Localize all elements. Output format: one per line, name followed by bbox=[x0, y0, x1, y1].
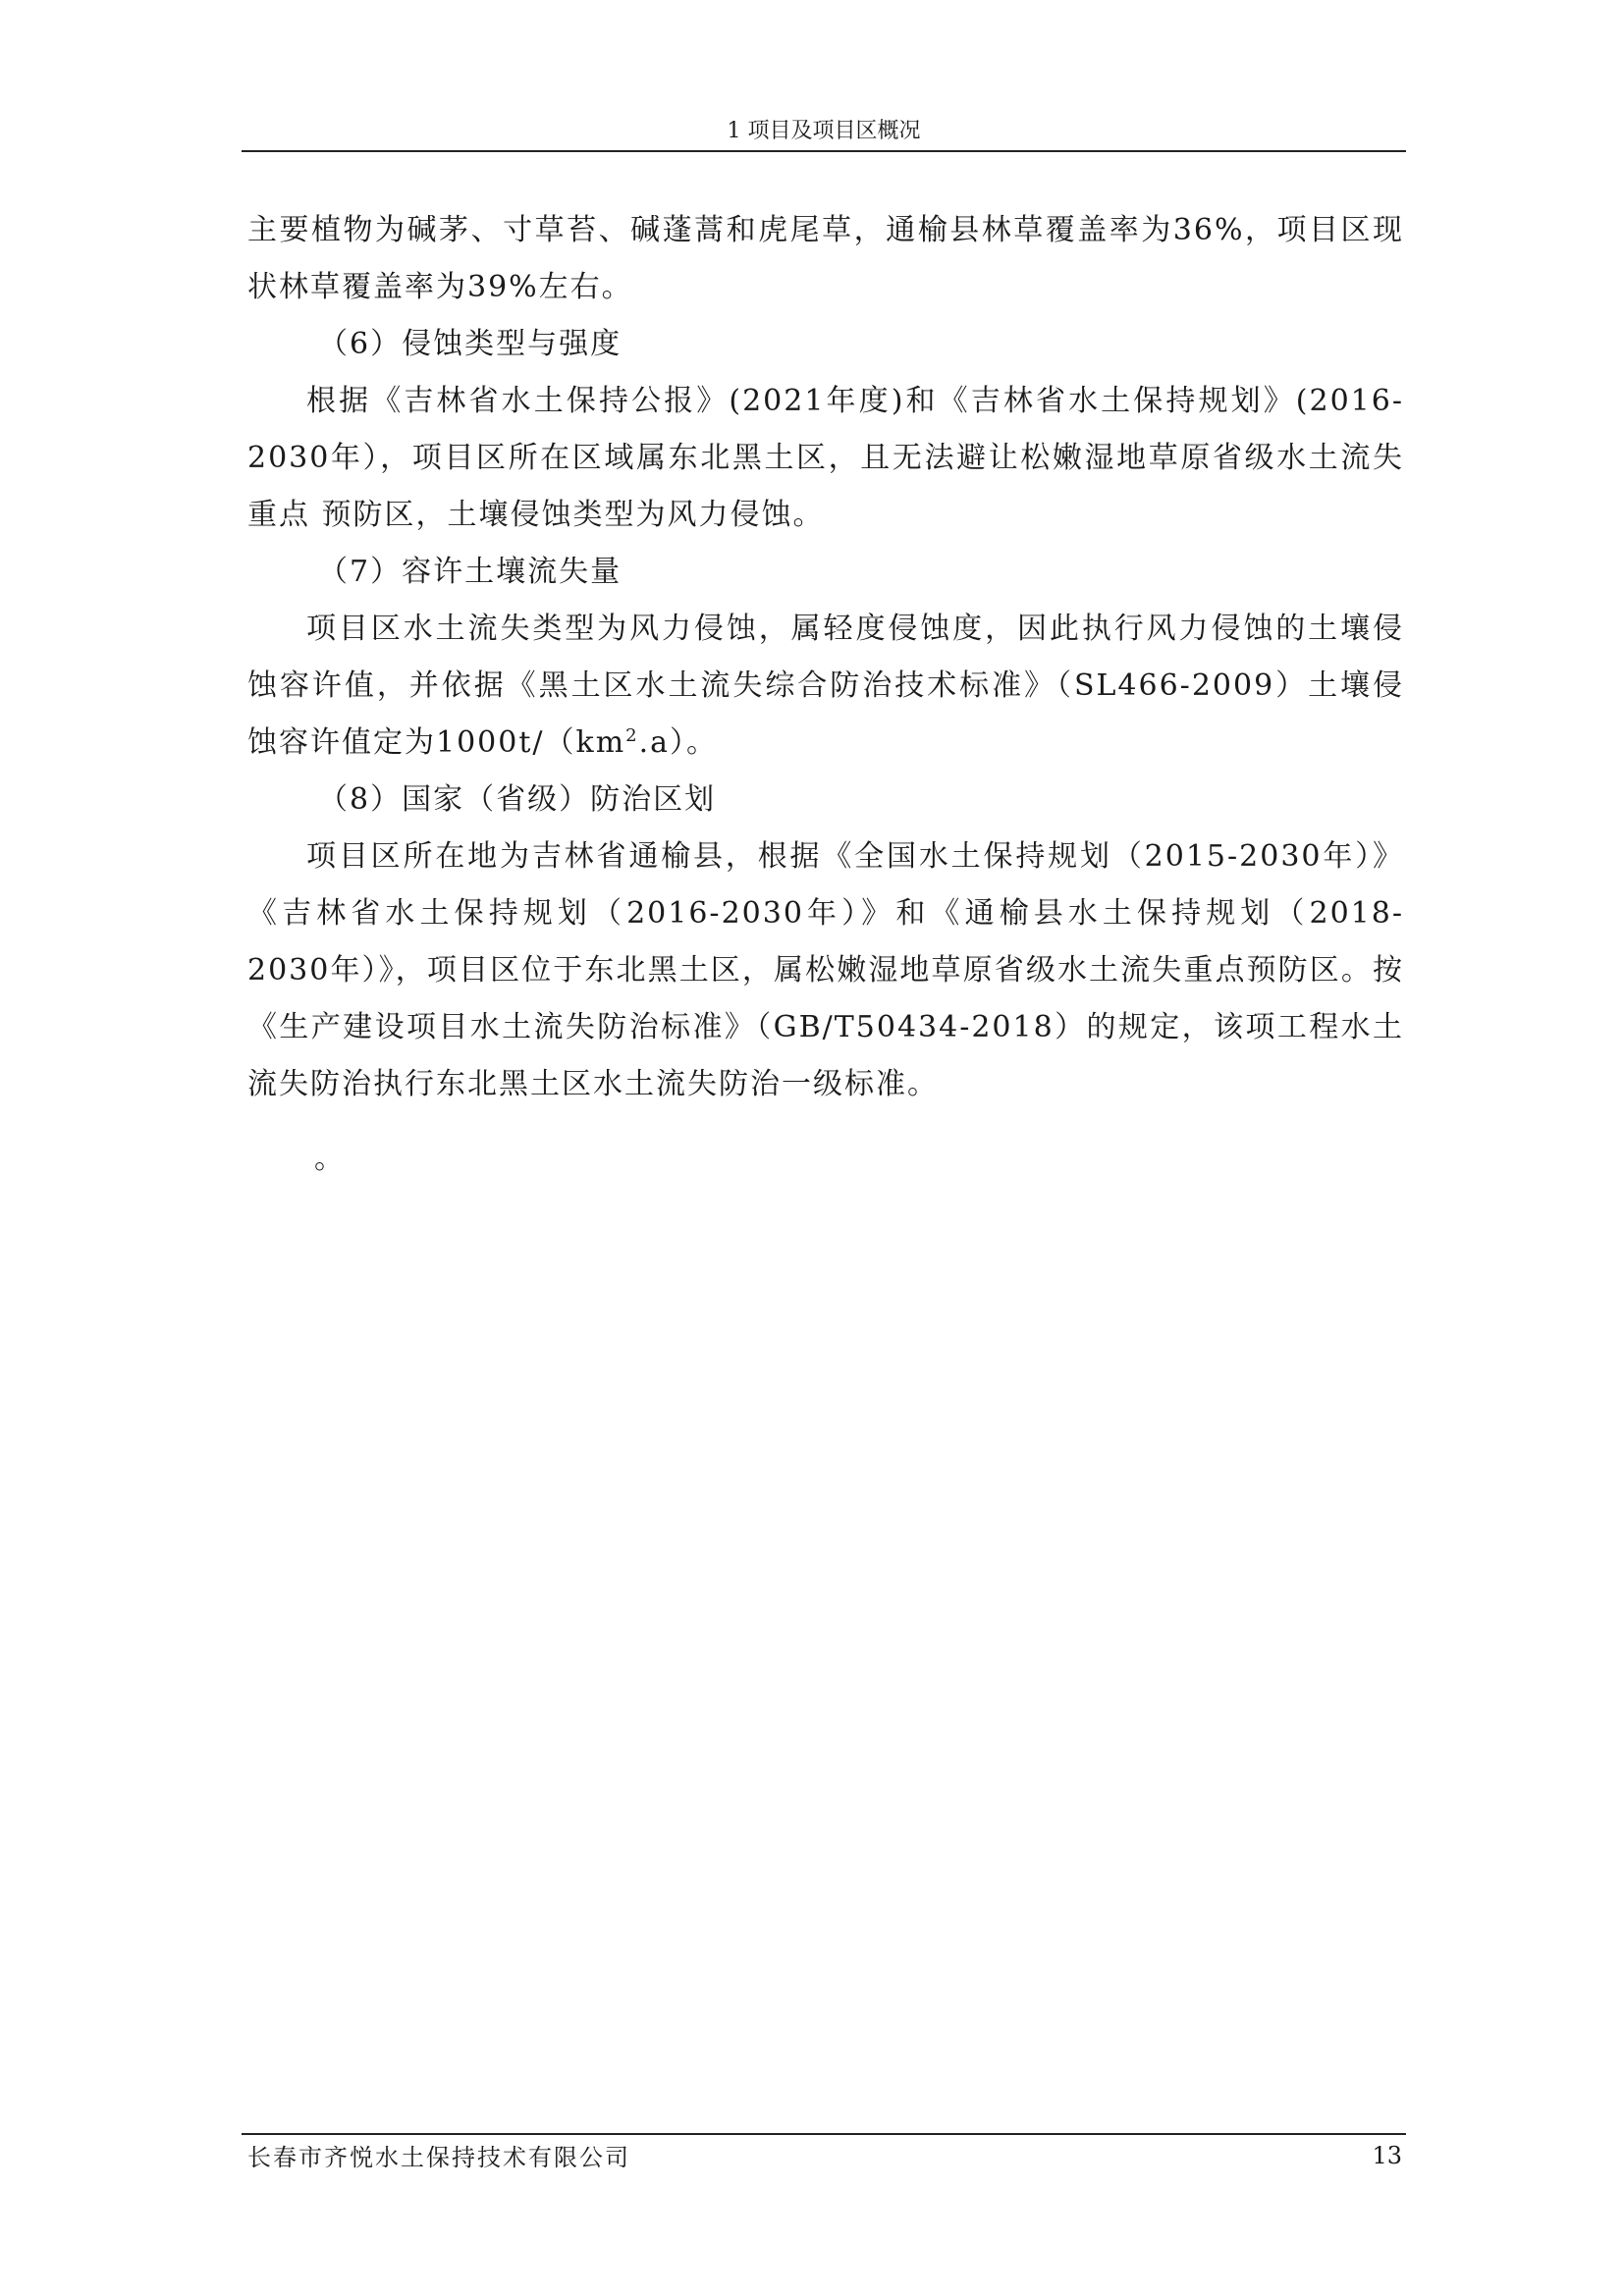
section-heading-6: （6）侵蚀类型与强度 bbox=[318, 327, 623, 361]
section-heading-8: （8）国家（省级）防治区划 bbox=[318, 782, 717, 817]
stray-punctuation: 。 bbox=[314, 1142, 346, 1176]
paragraph-erosion-type: 根据《吉林省水土保持公报》(2021年度)和《吉林省水土保持规划》(2016-2030年），项目区所在区域属东北黑土区，且无法避让松嫩湿地草原省级水土流失重点 预防区，土壤侵蚀类型为风力侵蚀。 bbox=[247, 384, 1404, 532]
superscript-2: 2 bbox=[625, 725, 639, 746]
header-divider bbox=[242, 150, 1406, 152]
section-heading-7: （7）容许土壤流失量 bbox=[318, 555, 623, 589]
paragraph-soil-loss-tolerance bbox=[247, 601, 1404, 772]
paragraph-vegetation: 主要植物为碱茅、寸草苔、碱蓬蒿和虎尾草，通榆县林草覆盖率为36%，项目区现状林草覆盖率为39%左右。 bbox=[247, 213, 1404, 304]
running-header: 1 项目及项目区概况 bbox=[727, 119, 921, 143]
paragraph-zoning: 项目区所在地为吉林省通榆县，根据《全国水土保持规划（2015-2030年）》《吉林省水土保持规划（2016-2030年）》和《通榆县水土保持规划（2018-2030年）》，项目区位于东北黑土区，属松嫩湿地草原省级水土流失重点预防区。按《生产建设项目水土流失防治标准》（GB/T50434-2018）的规定，该项工程水土流失防治执行东北黑土区水土流失防治一级标准。 bbox=[247, 839, 1404, 1101]
footer-company-name: 长春市齐悦水土保持技术有限公司 bbox=[247, 2144, 630, 2171]
soil-loss-text-end: .a）。 bbox=[638, 725, 719, 760]
page-number: 13 bbox=[1372, 2142, 1402, 2169]
document-body bbox=[247, 202, 1404, 1188]
footer-divider bbox=[242, 2133, 1406, 2135]
soil-loss-text: 项目区水土流失类型为风力侵蚀，属轻度侵蚀度，因此执行风力侵蚀的土壤侵蚀容许值，并依据《黑土区水土流失综合防治技术标准》（SL466-2009）土壤侵蚀容许值定为1000t/（km bbox=[247, 612, 1404, 760]
